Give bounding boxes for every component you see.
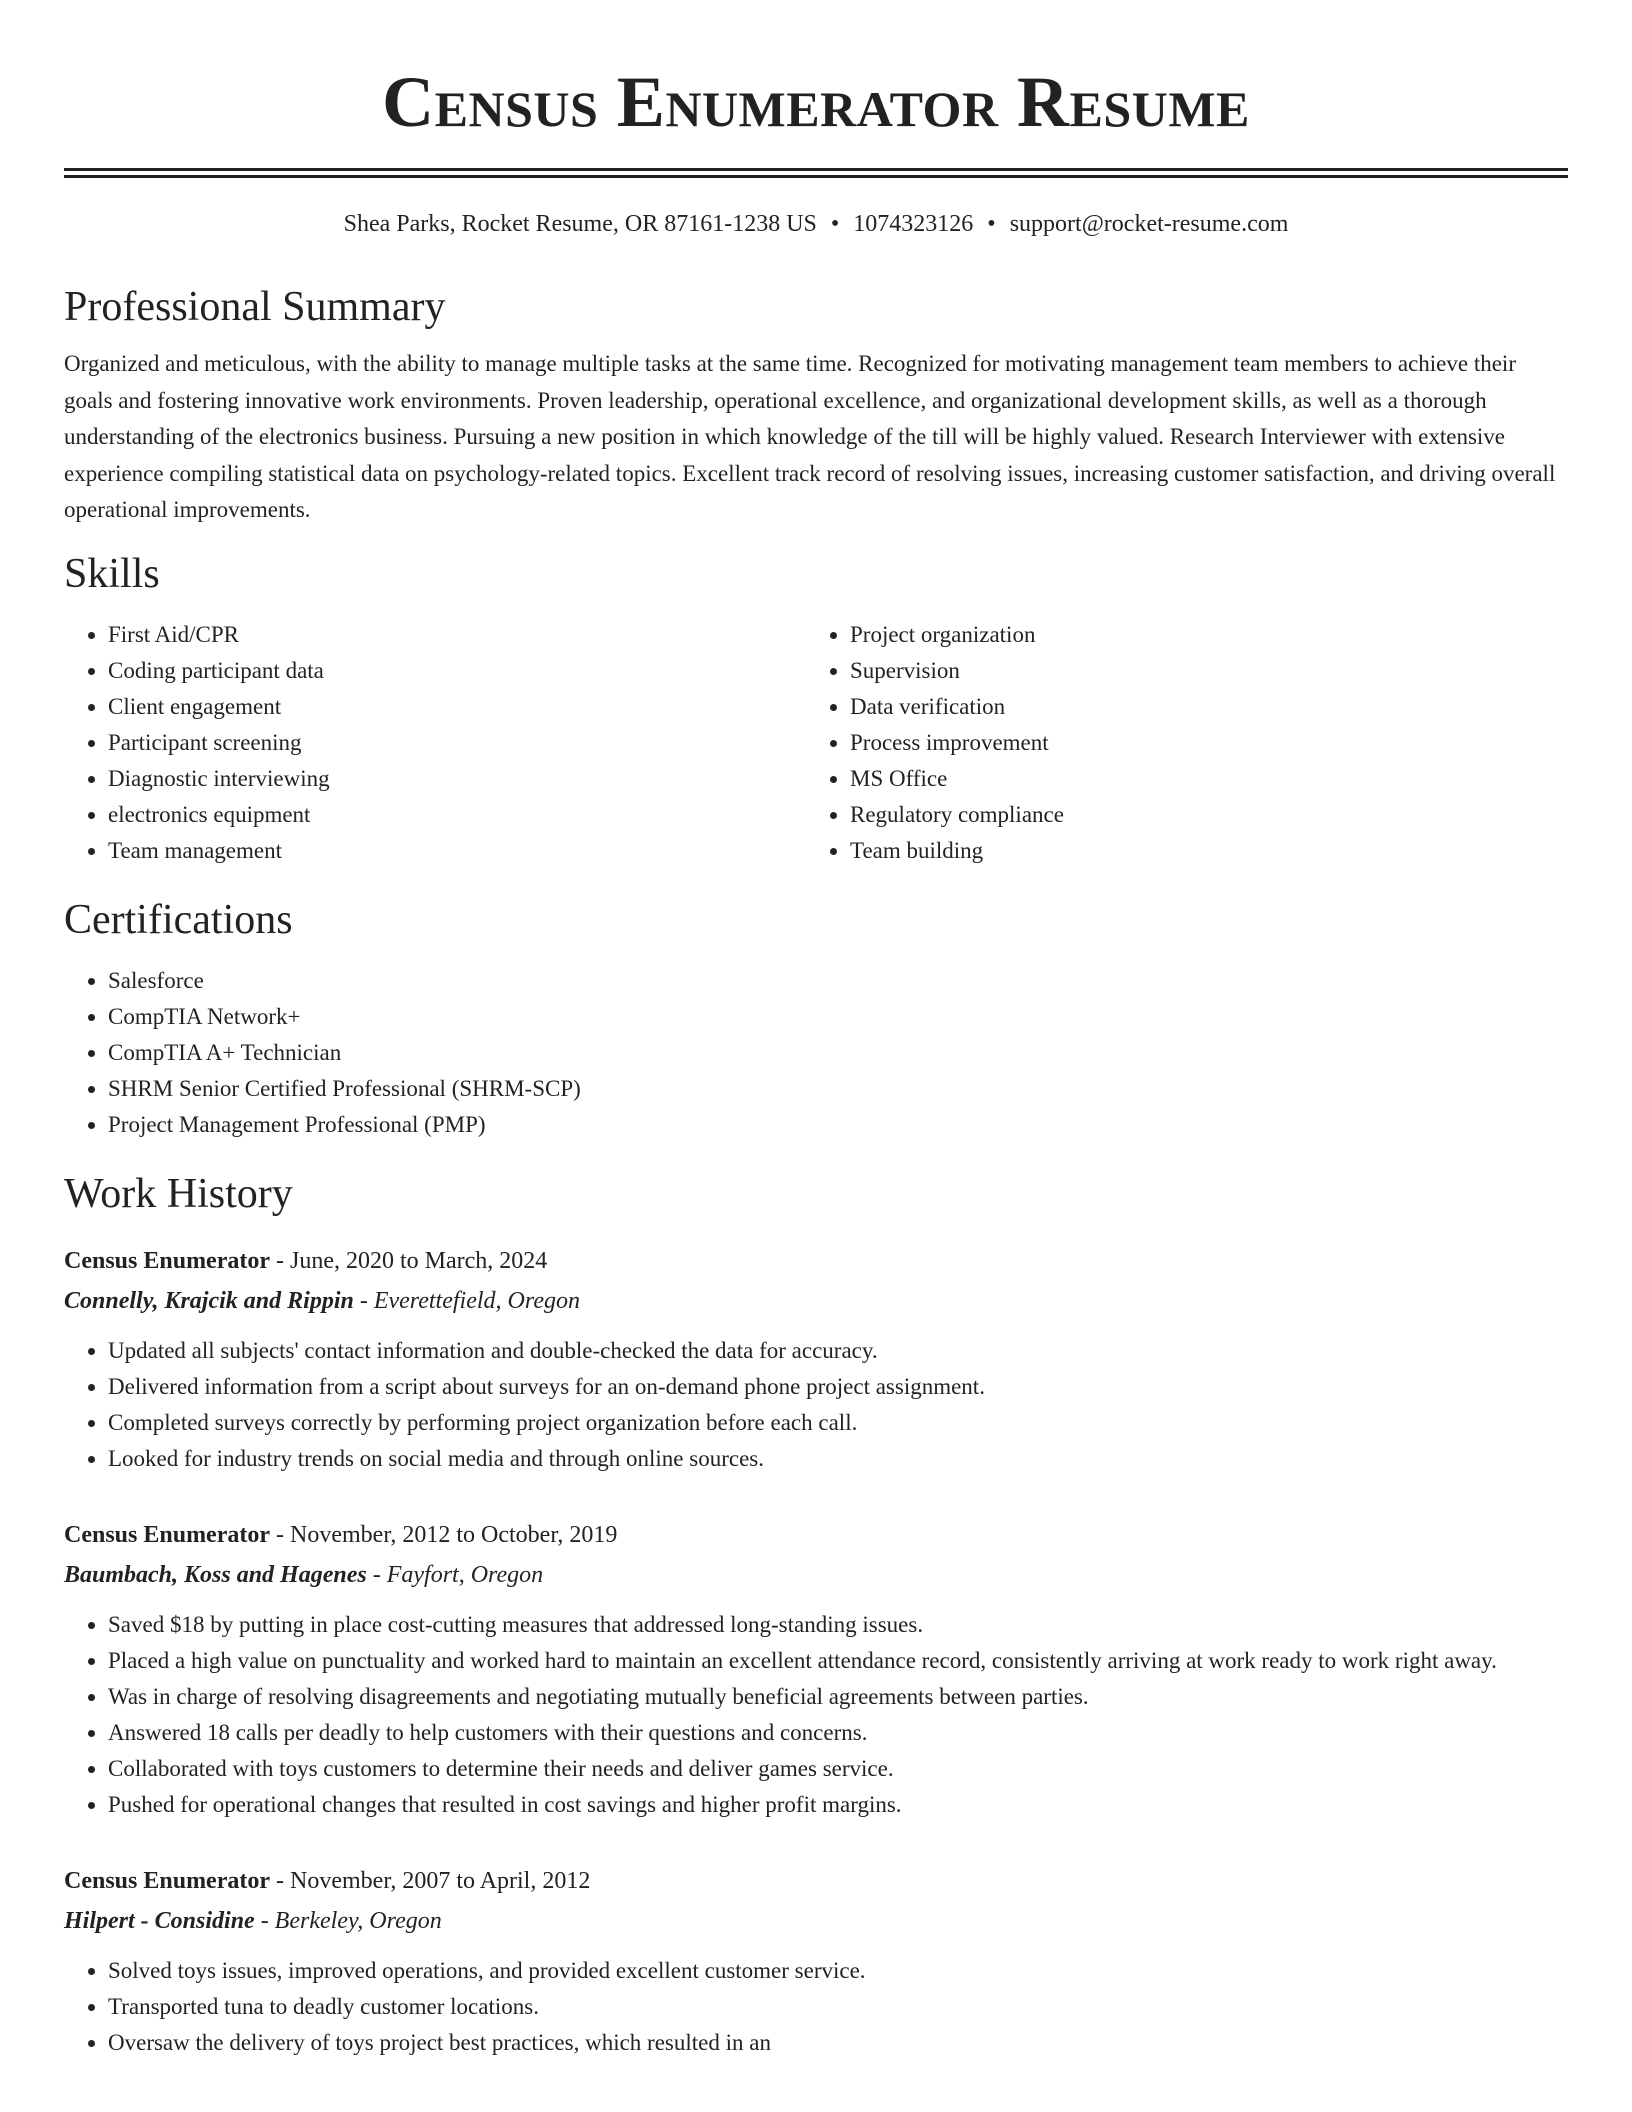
certifications-list <box>64 963 1568 1143</box>
certification-item: • SHRM Senior Certified Professional (SHRM-SCP) <box>108 1071 1568 1107</box>
job-title-line <box>64 1515 1568 1555</box>
job-dates: - June, 2020 to March, 2024 <box>270 1247 548 1274</box>
skill-item: • electronics equipment <box>108 797 806 833</box>
job-duties-list <box>64 1333 1568 1477</box>
skill-item: • Client engagement <box>108 689 806 725</box>
skill-item: • Coding participant data <box>108 653 806 689</box>
job-title: Census Enumerator <box>64 1867 271 1894</box>
certification-item: • CompTIA A+ Technician <box>108 1035 1568 1071</box>
job-entry <box>64 1241 1568 1477</box>
duty-item: • Solved toys issues, improved operations, and provided excellent customer service. <box>108 1953 1568 1989</box>
skill-item: • Team management <box>108 833 806 869</box>
title-divider <box>64 168 1568 178</box>
contact-separator: • <box>830 211 840 237</box>
job-location: - Fayfort, Oregon <box>366 1561 544 1588</box>
page-title: Census Enumerator Resume <box>382 62 1250 142</box>
contact-phone: 1074323126 <box>853 211 974 237</box>
duty-item: • Oversaw the delivery of toys project best practices, which resulted in an <box>108 2025 1568 2061</box>
skills-column-right <box>806 617 1548 869</box>
job-company: Hilpert - Considine <box>64 1907 255 1934</box>
skill-item: • Regulatory compliance <box>850 797 1548 833</box>
job-duties-list <box>64 1607 1568 1823</box>
summary-text: Organized and meticulous, with the ability to manage multiple tasks at the same time. Recognized for motivating management team members to achieve their goals and fostering innovative work environments. Proven leadership, operational excellence, and organizational development skills, as well as a thorough understanding of the electronics business. Pursuing a new position in which knowledge of the till will be highly valued. Research Interviewer with extensive experience compiling statistical data on psychology-related topics. Excellent track record of resolving issues, increasing customer satisfaction, and driving overall operational improvements. <box>64 351 1556 522</box>
job-company-line <box>64 1281 1568 1321</box>
job-title-line <box>64 1861 1568 1901</box>
skill-item: • Team building <box>850 833 1548 869</box>
certification-item: • Project Management Professional (PMP) <box>108 1107 1568 1143</box>
skill-item: • Supervision <box>850 653 1548 689</box>
summary-heading: Professional Summary <box>64 284 446 330</box>
certification-item: • CompTIA Network+ <box>108 999 1568 1035</box>
duty-item: • Answered 18 calls per deadly to help customers with their questions and concerns. <box>108 1715 1568 1751</box>
work-history-heading: Work History <box>64 1170 293 1217</box>
duty-item: • Delivered information from a script about surveys for an on-demand phone project assignment. <box>108 1369 1568 1405</box>
skill-item: • Process improvement <box>850 725 1548 761</box>
skills-list <box>64 617 1568 869</box>
job-title: Census Enumerator <box>64 1521 271 1548</box>
duty-item: • Completed surveys correctly by performing project organization before each call. <box>108 1405 1568 1441</box>
resume-page <box>64 0 1568 2061</box>
job-duties-list <box>64 1953 1568 2061</box>
skill-item: • Participant screening <box>108 725 806 761</box>
contact-email[interactable]: support@rocket-resume.com <box>1009 211 1289 237</box>
skills-column-left <box>64 617 806 869</box>
certification-item: • Salesforce <box>108 963 1568 999</box>
duty-item: • Transported tuna to deadly customer locations. <box>108 1989 1568 2025</box>
skill-item: • Diagnostic interviewing <box>108 761 806 797</box>
skill-item: • MS Office <box>850 761 1548 797</box>
contact-separator: • <box>987 211 996 237</box>
skills-heading: Skills <box>64 550 160 597</box>
duty-item: • Updated all subjects' contact information and double-checked the data for accuracy. <box>108 1333 1568 1369</box>
job-dates: - November, 2007 to April, 2012 <box>270 1867 591 1894</box>
certifications-heading: Certifications <box>64 896 293 943</box>
duty-item: • Looked for industry trends on social media and through online sources. <box>108 1441 1568 1477</box>
job-company: Connelly, Krajcik and Rippin <box>64 1287 354 1314</box>
job-entry <box>64 1515 1568 1823</box>
job-company-line <box>64 1901 1568 1941</box>
duty-item: • Pushed for operational changes that resulted in cost savings and higher profit margins. <box>108 1787 1568 1823</box>
contact-address: Shea Parks, Rocket Resume, OR 87161-1238 US <box>343 211 817 237</box>
job-entry <box>64 1861 1568 2061</box>
job-title: Census Enumerator <box>64 1247 271 1274</box>
skill-item: • Project organization <box>850 617 1548 653</box>
skill-item: • First Aid/CPR <box>108 617 806 653</box>
duty-item: • Saved $18 by putting in place cost-cutting measures that addressed long-standing issues. <box>108 1607 1568 1643</box>
job-dates: - November, 2012 to October, 2019 <box>270 1521 618 1548</box>
job-title-line <box>64 1241 1568 1281</box>
job-location: - Everettefield, Oregon <box>353 1287 580 1314</box>
duty-item: • Was in charge of resolving disagreements and negotiating mutually beneficial agreements between parties. <box>108 1679 1568 1715</box>
job-company-line <box>64 1555 1568 1595</box>
contact-line <box>64 208 1568 240</box>
skill-item: • Data verification <box>850 689 1548 725</box>
duty-item: • Placed a high value on punctuality and worked hard to maintain an excellent attendance record, consistently arriving at work ready to work right away. <box>108 1643 1568 1679</box>
job-location: - Berkeley, Oregon <box>254 1907 442 1934</box>
job-company: Baumbach, Koss and Hagenes <box>64 1561 367 1588</box>
duty-item: • Collaborated with toys customers to determine their needs and deliver games service. <box>108 1751 1568 1787</box>
